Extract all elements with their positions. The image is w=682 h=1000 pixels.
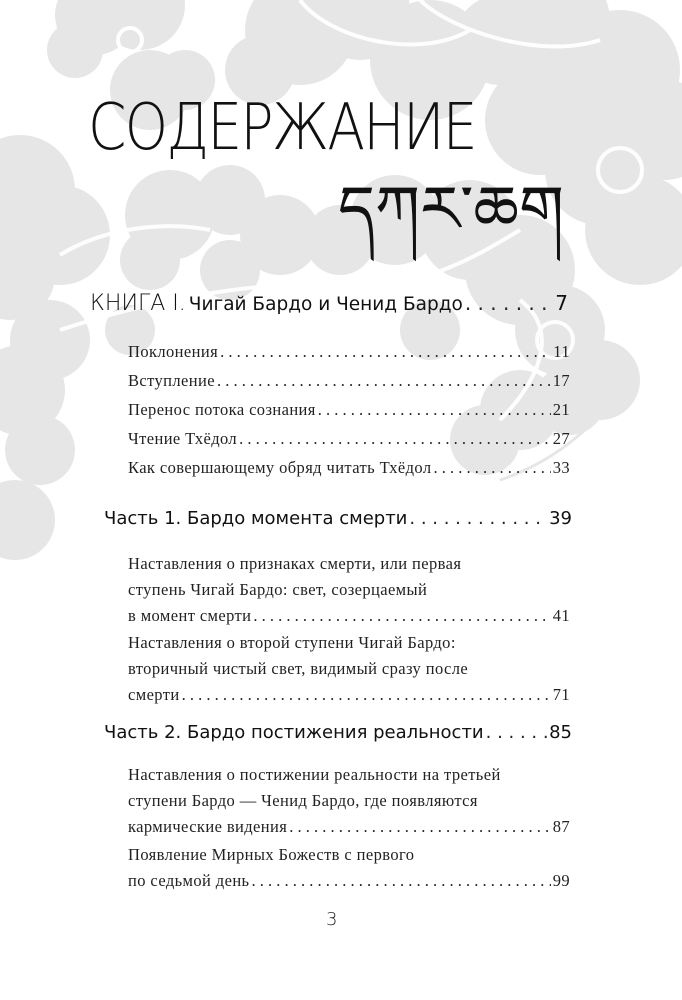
- dot-leader: [253, 603, 550, 629]
- toc-part-2[interactable]: [104, 722, 572, 743]
- page-folio-number: 3: [326, 909, 338, 930]
- page-number: 7: [555, 291, 568, 315]
- page-number: 11: [553, 342, 570, 361]
- entry-title: Как совершающему обряд читать Тхёдол: [128, 458, 432, 477]
- entry-title-line: в момент смерти: [128, 606, 252, 625]
- book-prefix: КНИГА I.: [90, 291, 186, 316]
- book-title: Чигай Бардо и Ченид Бардо: [188, 294, 463, 315]
- page-number: 33: [552, 458, 570, 477]
- page-number: 71: [552, 685, 570, 704]
- entry-title-line: Наставления о второй ступени Чигай Бардо:: [128, 633, 456, 652]
- toc-entry[interactable]: [128, 842, 570, 894]
- page-number: 27: [552, 429, 570, 448]
- dot-leader: [239, 429, 551, 449]
- entry-title: Перенос потока сознания: [128, 400, 316, 419]
- entry-title-line: Наставления о признаках смерти, или первая: [128, 554, 462, 573]
- page-number: 41: [552, 606, 570, 625]
- toc-entry[interactable]: [128, 429, 570, 449]
- dot-leader: [220, 342, 551, 362]
- toc-entry[interactable]: [128, 458, 570, 478]
- page-number: 85: [549, 722, 572, 743]
- toc-entry[interactable]: [128, 630, 570, 708]
- page-number: 17: [552, 371, 570, 390]
- toc-entry[interactable]: [128, 371, 570, 391]
- entry-title: Поклонения: [128, 342, 219, 361]
- dot-leader: [409, 508, 547, 529]
- part-title: Часть 2. Бардо постижения реальности: [104, 722, 484, 743]
- page-number: 39: [549, 508, 572, 529]
- toc-entry[interactable]: [128, 342, 570, 362]
- dot-leader: [318, 400, 551, 420]
- dot-leader: [434, 458, 551, 478]
- dot-leader: [289, 814, 550, 840]
- entry-title-line: кармические видения: [128, 817, 288, 836]
- entry-title-line: ступень Чигай Бардо: свет, созерцаемый: [128, 580, 428, 599]
- entry-title-line: Наставления о постижении реальности на третьей: [128, 765, 501, 784]
- page-number: 21: [552, 400, 570, 419]
- toc-entry[interactable]: [128, 762, 570, 840]
- entry-title: Вступление: [128, 371, 215, 390]
- dot-leader: [251, 868, 550, 894]
- dot-leader: [486, 722, 547, 743]
- toc-part-1[interactable]: [104, 508, 572, 529]
- toc-entry[interactable]: [128, 551, 570, 629]
- entry-title-line: ступени Бардо — Ченид Бардо, где появляются: [128, 791, 478, 810]
- page-title: СОДЕРЖАНИЕ: [88, 91, 476, 165]
- tibetan-title: དཀར་ཆག: [338, 173, 565, 247]
- book-heading: [90, 291, 463, 316]
- entry-title: Чтение Тхёдол: [128, 429, 238, 448]
- entry-title-line: по седьмой день: [128, 871, 250, 890]
- page-number: 87: [552, 817, 570, 836]
- dot-leader: [217, 371, 551, 391]
- toc-book-1[interactable]: [90, 291, 568, 316]
- page-number: 99: [552, 871, 570, 890]
- entry-title-line: вторичный чистый свет, видимый сразу после: [128, 659, 469, 678]
- entry-title-line: Появление Мирных Божеств с первого: [128, 845, 415, 864]
- dot-leader: [182, 682, 551, 708]
- dot-leader: [465, 291, 553, 315]
- toc-entry[interactable]: [128, 400, 570, 420]
- entry-title-line: смерти: [128, 685, 180, 704]
- part-title: Часть 1. Бардо момента смерти: [104, 508, 408, 529]
